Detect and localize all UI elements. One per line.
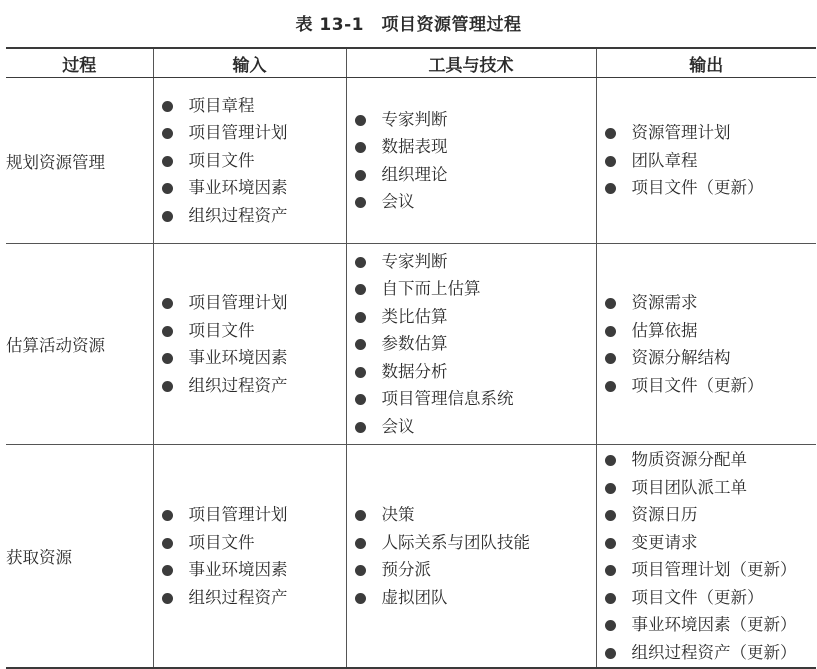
table-row — [6, 78, 816, 244]
header-row — [6, 48, 816, 78]
list-item: 类比估算 — [353, 303, 596, 331]
list-item: 组织过程资产 — [160, 372, 346, 400]
outputs-list — [597, 119, 817, 202]
list-item: 专家判断 — [353, 248, 596, 276]
tools-list — [347, 248, 596, 441]
list-item: 团队章程 — [603, 147, 817, 175]
list-item: 项目文件（更新） — [603, 584, 817, 612]
list-item: 项目管理计划 — [160, 501, 346, 529]
list-item: 事业环境因素 — [160, 344, 346, 372]
tools-cell — [346, 445, 596, 669]
outputs-list — [597, 289, 817, 399]
tools-list — [347, 106, 596, 216]
list-item: 项目章程 — [160, 92, 346, 120]
list-item: 项目管理信息系统 — [353, 385, 596, 413]
list-item: 资源日历 — [603, 501, 817, 529]
inputs-list — [154, 289, 346, 399]
list-item: 项目文件 — [160, 317, 346, 345]
table-row — [6, 244, 816, 445]
list-item: 事业环境因素 — [160, 174, 346, 202]
list-item: 项目团队派工单 — [603, 474, 817, 502]
list-item: 资源需求 — [603, 289, 817, 317]
list-item: 项目文件 — [160, 529, 346, 557]
table-caption: 表 13-1 项目资源管理过程 — [295, 15, 522, 35]
list-item: 人际关系与团队技能 — [353, 529, 596, 557]
list-item: 事业环境因素（更新） — [603, 611, 817, 639]
list-item: 项目文件（更新） — [603, 372, 817, 400]
list-item: 组织理论 — [353, 161, 596, 189]
list-item: 会议 — [353, 188, 596, 216]
list-item: 组织过程资产（更新） — [603, 639, 817, 667]
outputs-cell — [596, 445, 816, 669]
tools-cell — [346, 244, 596, 445]
list-item: 资源分解结构 — [603, 344, 817, 372]
tools-cell — [346, 78, 596, 244]
list-item: 会议 — [353, 413, 596, 441]
outputs-list — [597, 446, 817, 666]
inputs-list — [154, 501, 346, 611]
process-table — [6, 47, 816, 669]
inputs-list — [154, 92, 346, 230]
list-item: 组织过程资产 — [160, 202, 346, 230]
outputs-cell — [596, 78, 816, 244]
tools-list — [347, 501, 596, 611]
list-item: 预分派 — [353, 556, 596, 584]
list-item: 专家判断 — [353, 106, 596, 134]
list-item: 组织过程资产 — [160, 584, 346, 612]
list-item: 项目管理计划 — [160, 119, 346, 147]
list-item: 估算依据 — [603, 317, 817, 345]
list-item: 事业环境因素 — [160, 556, 346, 584]
list-item: 项目文件（更新） — [603, 174, 817, 202]
list-item: 虚拟团队 — [353, 584, 596, 612]
inputs-cell — [153, 244, 346, 445]
header-inputs: 输入 — [153, 48, 346, 78]
list-item: 项目管理计划 — [160, 289, 346, 317]
table-body — [6, 78, 816, 669]
header-outputs: 输出 — [596, 48, 816, 78]
process-name: 获取资源 — [6, 445, 153, 669]
outputs-cell — [596, 244, 816, 445]
list-item: 资源管理计划 — [603, 119, 817, 147]
header-tools: 工具与技术 — [346, 48, 596, 78]
table-row — [6, 445, 816, 669]
header-process: 过程 — [6, 48, 153, 78]
list-item: 变更请求 — [603, 529, 817, 557]
process-name: 规划资源管理 — [6, 78, 153, 244]
process-name: 估算活动资源 — [6, 244, 153, 445]
inputs-cell — [153, 445, 346, 669]
inputs-cell — [153, 78, 346, 244]
list-item: 自下而上估算 — [353, 275, 596, 303]
list-item: 数据分析 — [353, 358, 596, 386]
list-item: 决策 — [353, 501, 596, 529]
list-item: 参数估算 — [353, 330, 596, 358]
list-item: 数据表现 — [353, 133, 596, 161]
list-item: 项目文件 — [160, 147, 346, 175]
list-item: 物质资源分配单 — [603, 446, 817, 474]
list-item: 项目管理计划（更新） — [603, 556, 817, 584]
